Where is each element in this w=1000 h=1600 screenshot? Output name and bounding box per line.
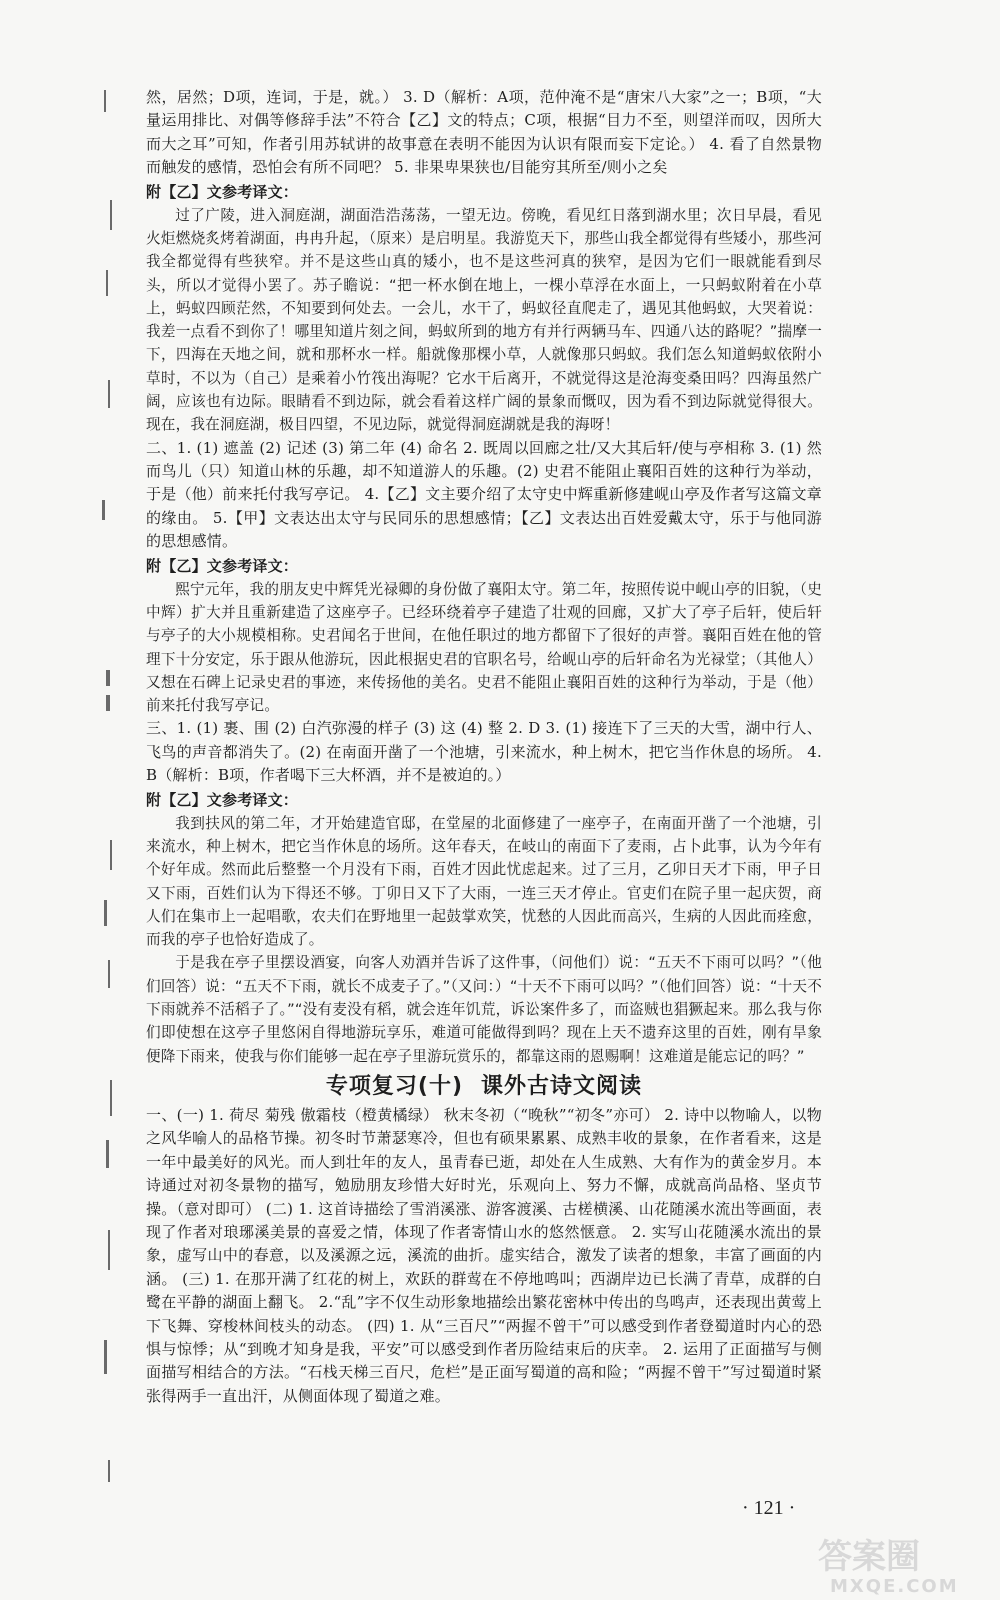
translation-text-3b: 于是我在亭子里摆设酒宴，向客人劝酒并告诉了这件事，（问他们）说：“五天不下雨可以吗？”（他们回答）说：“五天不下雨，就长不成麦子了。”（又问：）“十天不下雨可以吗？”（他们回答）说：“十天不下雨就养不活稻子了。”“没有麦没有稻，就会连年饥荒，诉讼案件多了，而盗贼也猖獗起来。那么我与你们即使想在这亭子里悠闲自得地游玩享乐，难道可能做得到吗？现在上天不遗弃这里的百姓，刚有旱象便降下雨来，使我与你们能够一起在亭子里游玩赏乐的，都靠这雨的恩赐啊！这难道是能忘记的吗？” xyxy=(146,954,822,1065)
binding-edge-bleed xyxy=(96,80,126,1500)
translation-text-1: 过了广陵，进入洞庭湖，湖面浩浩荡荡，一望无边。傍晚，看见红日落到湖水里；次日早晨，看见火炬燃烧炙烤着湖面，冉冉升起，（原来）是启明星。我游览天下，那些山我全都觉得有些矮小，那些河我全都觉得有些狭窄。并不是这些山真的矮小，也不是这些河真的狭窄，是因为它们一眼就能看到尽头，所以才觉得小罢了。苏子瞻说：“把一杯水倒在地上，一棵小草浮在水面上，一只蚂蚁附着在小草上，蚂蚁四顾茫然，不知要到何处去。一会儿，水干了，蚂蚁径直爬走了，遇见其他蚂蚁，大哭着说：我差一点看不到你了！哪里知道片刻之间，蚂蚁所到的地方有并行两辆马车、四通八达的路呢？”揣摩一下，四海在天地之间，就和那杯水一样。船就像那棵小草，人就像那只蚂蚁。我们怎么知道蚂蚁依附小草时，不以为（自己）是乘着小竹筏出海呢？它水干后离开，不就觉得这是沧海变桑田吗？四海虽然广阔，应该也有边际。眼睛看不到边际，就会看着这样广阔的景象而慨叹，因为看不到边际就觉得很大。现在，我在洞庭湖，极目四望，不见边际，就觉得洞庭湖就是我的海呀！ xyxy=(146,206,822,434)
answer-paragraph-4: 一、(一) 1. 荷尽 菊残 傲霜枝（橙黄橘绿） 秋末冬初（“晚秋”“初冬”亦可） 2. 诗中以物喻人，以物之风华喻人的品格节操。初冬时节萧瑟寒冷，但也有硕果累累、成熟丰收的景象，在作者看来，这是一年中最美好的风光。而人到壮年的友人，虽青春已逝，却处在人生成熟、大有作为的黄金岁月。本诗通过对初冬景物的描写，勉励朋友珍惜大好时光，乐观向上、努力不懈，成就高尚品格、坚贞节操。（意对即可） (二) 1. 这首诗描绘了雪消溪涨、游客渡溪、古槎横溪、山花随溪水流出等画面，表现了作者对琅琊溪美景的喜爱之情，体现了作者寄情山水的悠然惬意。 2. 实写山花随溪水流出的景象，虚写山中的春意，以及溪源之远，溪流的曲折。虚实结合，激发了读者的想象，丰富了画面的内涵。 (三) 1. 在那开满了红花的树上，欢跃的群莺在不停地鸣叫；西湖岸边已长满了青草，成群的白鹭在平静的湖面上翻飞。 2.“乱”字不仅生动形象地描绘出繁花密林中传出的鸟鸣声，还表现出黄莺上下飞舞、穿梭林间枝头的动态。 (四) 1. 从“三百尺”“两握不曾干”可以感受到作者登蜀道时内心的恐惧与惊悸；从“到晚才知身是我，平安”可以感受到作者历险结束后的庆幸。 2. 运用了正面描写与侧面描写相结合的方法。“石栈天梯三百尺，危栏”是正面写蜀道的高和险；“两握不曾干”写过蜀道时紧张得两手一直出汗，从侧面体现了蜀道之难。 xyxy=(146,1105,822,1405)
translation-text-3a: 我到扶风的第二年，才开始建造官邸，在堂屋的北面修建了一座亭子，在南面开凿了一个池塘，引来流水，种上树木，把它当作休息的场所。这年春天，在岐山的南面下了麦雨，占卜此事，认为今年有个好年成。然而此后整整一个月没有下雨，百姓才因此忧虑起来。过了三月，乙卯日天才下雨，甲子日又下雨，百姓们认为下得还不够。丁卯日又下了大雨，一连三天才停止。官吏们在院子里一起庆贺，商人们在集市上一起唱歌，农夫们在野地里一起鼓掌欢笑，忧愁的人因此而高兴，生病的人因此而痊愈，而我的亭子也恰好造成了。 xyxy=(146,814,822,949)
translation-heading-3: 附【乙】文参考译文： xyxy=(146,790,299,809)
watermark-logo xyxy=(810,1530,990,1596)
answer-page xyxy=(146,86,822,1408)
answer-paragraph-3: 三、1. (1) 裹、围 (2) 白汽弥漫的样子 (3) 这 (4) 整 2. D 3. (1) 接连下了三天的大雪，湖中行人、飞鸟的声音都消失了。(2) 在南面开凿了一个池塘，引来流水，种上树木，把它当作休息的场所。 4. B（解析：B项，作者喝下三大杯酒，并不是被迫的。） xyxy=(146,719,822,785)
translation-text-2: 熙宁元年，我的朋友史中辉凭光禄卿的身份做了襄阳太守。第二年，按照传说中岘山亭的旧貌，（史中辉）扩大并且重新建造了这座亭子。已经环绕着亭子建造了壮观的回廊，又扩大了亭子后轩，使后轩与亭子的大小规模相称。史君闻名于世间，在他任职过的地方都留下了很好的声誉。襄阳百姓在他的管理下十分安定，乐于跟从他游玩，因此根据史君的官职名号，给岘山亭的后轩命名为光禄堂；（其他人）又想在石碑上记录史君的事迹，来传扬他的美名。史君不能阻止襄阳百姓的这种行为举动，于是（他）前来托付我写亭记。 xyxy=(146,580,822,715)
watermark-text: 答案圈 xyxy=(818,1537,920,1577)
translation-heading-1: 附【乙】文参考译文： xyxy=(146,182,299,201)
page-number: · 121 · xyxy=(742,1497,796,1519)
section-title-number: 专项复习(十) xyxy=(325,1073,464,1099)
watermark-url: MXQE.COM xyxy=(830,1576,959,1596)
answer-paragraph-2: 二、1. (1) 遮盖 (2) 记述 (3) 第二年 (4) 命名 2. 既周以回廊之壮/又大其后轩/使与亭相称 3. (1) 然而鸟儿（只）知道山林的乐趣，却不知道游人的乐趣。(2) 史君不能阻止襄阳百姓的这种行为举动，于是（他）前来托付我写亭记。 4.【乙】文主要介绍了太守史中辉重新修建岘山亭及作者写这篇文章的缘由。 5.【甲】文表达出太守与民同乐的思想感情；【乙】文表达出百姓爱戴太守，乐于与他同游的思想感情。 xyxy=(146,438,822,551)
section-title-topic: 课外古诗文阅读 xyxy=(481,1073,643,1099)
translation-heading-2: 附【乙】文参考译文： xyxy=(146,556,299,575)
section-title xyxy=(146,1070,822,1104)
answer-paragraph-1: 然，居然；D项，连词，于是，就。） 3. D（解析：A项，范仲淹不是“唐宋八大家”之一；B项，“大量运用排比、对偶等修辞手法”不符合【乙】文的特点；C项，根据“目力不至，则望洋而叹，因所大而大之耳”可知，作者引用苏轼讲的故事意在表明不能因为认识有限而妄下定论。） 4. 看了自然景物而触发的感情，恐怕会有所不同吧？ 5. 非果卑果狭也/目能穷其所至/则小之矣 xyxy=(146,88,822,177)
